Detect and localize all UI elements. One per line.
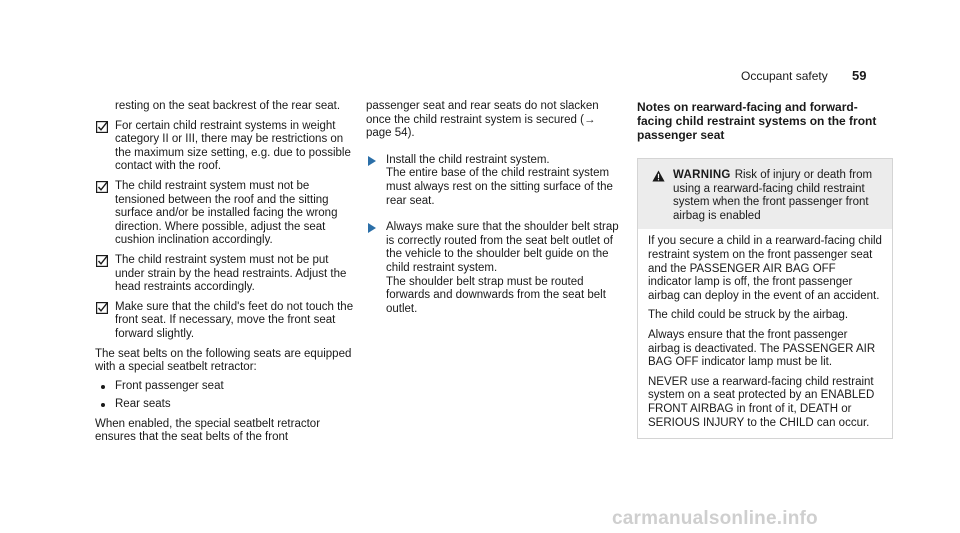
bullet-icon [101,385,105,389]
watermark: carmanualsonline.info [612,508,818,529]
step-title: Always make sure that the shoulder belt strap is correctly routed from the seat belt outlet of the vehicle to the shoulder belt guide on the child restraint system. [386,221,619,274]
list-item-text: Front passenger seat [115,379,224,392]
checkbox-icon [96,302,108,314]
list-item-text: Rear seats [115,398,171,411]
step-title: Install the child restraint system. [386,153,550,166]
check-text: For certain child restraint systems in weight category II or III, there may be restrictions on the maximum size setting, e.g. due to possible contact with the roof. [115,119,351,173]
warning-box [637,158,893,439]
warning-icon [652,170,665,182]
enabled-text: When enabled, the special seatbelt retractor ensures that the seat belts of the front [95,417,321,444]
check-item [95,254,355,295]
check-text: The child restraint system must not be tensioned between the roof and the sitting surface and/or be installed facing the wrong direction. Where possible, adjust the seat cushion inclination accordingly. [115,179,338,247]
warning-paragraph: NEVER use a rearward-facing child restraint system on a seat protected by an ENABLED FRONT AIRBAG in front of it, DEATH or SERIOUS INJURY to the CHILD can occur. [648,375,875,429]
check-item [95,301,355,342]
warning-label: WARNING [673,169,731,181]
bullet-icon [101,403,105,407]
list-item [95,380,355,394]
step-detail: The shoulder belt strap must be routed forwards and downwards from the seat belt outlet. [386,275,606,315]
checkbox-icon [96,255,108,267]
column-1 [95,100,355,445]
check-item [95,120,355,174]
column-2 [366,100,623,316]
warning-body [638,229,892,438]
checkbox-icon [96,121,108,133]
section-heading: Notes on rearward-facing and forward-facing child restraint systems on the front passenger seat [637,100,877,142]
section-header: Occupant safety [741,69,828,83]
instruction-step [366,221,623,316]
continuation-text: resting on the seat backrest of the rear seat. [115,100,341,112]
warning-paragraph: If you secure a child in a rearward-facing child restraint system on the front passenger seat and the PASSENGER AIR BAG OFF indicator lamp is off, the front passenger airbag can deploy in the event of an accident. [648,235,882,302]
step-detail: The entire base of the child restraint system must always rest on the sitting surface of the rear seat. [386,167,613,207]
list-item [95,398,355,412]
warning-summary: Risk of injury or death from using a rearward-facing child restraint system when the front passenger front airbag is enabled [673,169,873,222]
checkbox-icon [96,181,108,193]
step-arrow-icon [368,223,376,233]
check-text: Make sure that the child's feet do not touch the front seat. If necessary, move the front seat forward slightly. [115,300,354,340]
step-arrow-icon [368,156,376,166]
warning-paragraph: The child could be struck by the airbag. [648,309,849,322]
column-3 [637,100,893,439]
check-item [95,180,355,248]
check-text: The child restraint system must not be put under strain by the head restraints. Adjust the head restraints accordingly. [115,253,347,294]
seatbelt-intro: The seat belts on the following seats are equipped with a special seatbelt retractor: [95,347,352,374]
warning-header [638,159,892,229]
continuation-text: passenger seat and rear seats do not slacken once the child restraint system is secured (→ page 54). [366,100,599,140]
warning-paragraph: Always ensure that the front passenger airbag is deactivated. The PASSENGER AIR BAG OFF indicator lamp must be lit. [648,328,876,369]
page-number: 59 [852,68,867,83]
instruction-step [366,154,623,208]
